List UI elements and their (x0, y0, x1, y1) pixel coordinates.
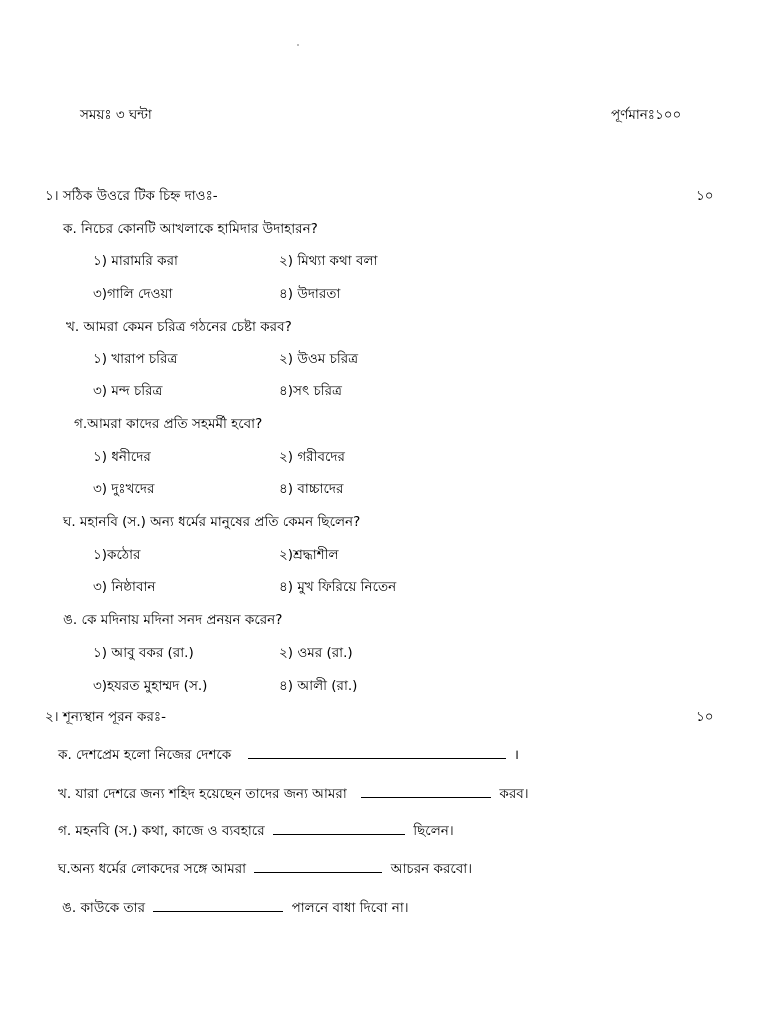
option-nga-1: ১) আবু বকর (রা.) (93, 645, 194, 661)
exam-time: সময়ঃ ৩ ঘন্টা (80, 107, 152, 123)
fill-blank-gha-text: ঘ.অন্য ধর্মের লোকদের সঙ্গে আমরা (58, 861, 247, 877)
option-kha-2: ২) উওম চরিত্র (279, 351, 359, 367)
section2-title: ২। শূন্যস্থান পূরন করঃ- (45, 709, 166, 725)
option-ka-2: ২) মিথ্যা কথা বলা (279, 253, 378, 269)
fill-blank-gha (58, 860, 472, 878)
option-gha-4: ৪) মুখ ফিরিয়ে নিতেন (279, 579, 397, 595)
question-nga: ঙ. কে মদিনায় মদিনা সনদ প্রনয়ন করেন? (63, 612, 283, 628)
option-ka-4: ৪) উদারতা (279, 286, 341, 302)
option-gha-2: ২)শ্রদ্ধাশীল (279, 547, 339, 563)
option-kha-3: ৩) মন্দ চরিত্র (93, 383, 163, 399)
option-kha-1: ১) খারাপ চরিত্র (93, 351, 178, 367)
option-ga-4: ৪) বাচ্চাদের (279, 481, 344, 497)
fill-blank-ga-text: গ. মহনবি (স.) কথা, কাজে ও ব্যবহারে (58, 823, 265, 839)
question-ga: গ.আমরা কাদের প্রতি সহমর্মী হবো? (74, 416, 263, 432)
answer-blank-ga[interactable] (273, 822, 405, 835)
option-nga-3: ৩)হযরত মুহাম্মদ (স.) (93, 678, 208, 694)
question-gha: ঘ. মহানবি (স.) অন্য ধর্মের মানুষের প্রতি কেমন ছিলেন? (63, 514, 361, 530)
exam-full-marks: পূর্ণমানঃ১০০ (611, 107, 682, 123)
fill-blank-ka (58, 746, 519, 764)
fill-blank-nga-end: পালনে বাধা দিবো না। (291, 900, 409, 916)
option-nga-4: ৪) আলী (রা.) (279, 678, 358, 694)
fill-blank-kha-end: করব। (499, 786, 529, 802)
answer-blank-gha[interactable] (254, 860, 382, 873)
fill-blank-nga (62, 899, 409, 917)
option-ga-1: ১) ধনীদের (93, 449, 151, 465)
section1-marks: ১০ (696, 188, 714, 204)
fill-blank-gha-end: আচরন করবো। (390, 861, 473, 877)
answer-blank-kha[interactable] (361, 785, 491, 798)
option-ga-2: ২) গরীবদের (279, 449, 345, 465)
option-nga-2: ২) ওমর (রা.) (279, 645, 353, 661)
option-ka-1: ১) মারামরি করা (93, 253, 178, 269)
fill-blank-kha-text: খ. যারা দেশরে জন্য শহিদ হয়েছেন তাদের জন্য আমরা (58, 786, 347, 802)
question-ka: ক. নিচের কোনটি আখলাকে হামিদার উদাহারন? (63, 221, 318, 237)
fill-blank-nga-text: ঙ. কাউকে তার (62, 900, 145, 916)
option-ka-3: ৩)গালি দেওয়া (93, 286, 173, 302)
option-gha-1: ১)কঠোর (93, 547, 141, 563)
fill-blank-ga-end: ছিলেন। (413, 823, 454, 839)
section1-title: ১। সঠিক উওরে টিক চিহ্ন দাওঃ- (45, 188, 218, 204)
scan-speck (297, 44, 299, 46)
fill-blank-ka-end: । (513, 747, 519, 763)
fill-blank-kha (58, 785, 529, 803)
section2-marks: ১০ (696, 709, 714, 725)
answer-blank-ka[interactable] (248, 746, 506, 759)
answer-blank-nga[interactable] (153, 899, 283, 912)
option-kha-4: ৪)সৎ চরিত্র (279, 383, 342, 399)
option-gha-3: ৩) নিষ্ঠাবান (93, 579, 156, 595)
option-ga-3: ৩) দুঃখদের (93, 481, 155, 497)
fill-blank-ga (58, 822, 454, 840)
question-kha: খ. আমরা কেমন চরিত্র গঠনের চেষ্টা করব? (66, 319, 292, 335)
fill-blank-ka-text: ক. দেশপ্রেম হলো নিজের দেশকে (58, 747, 232, 763)
